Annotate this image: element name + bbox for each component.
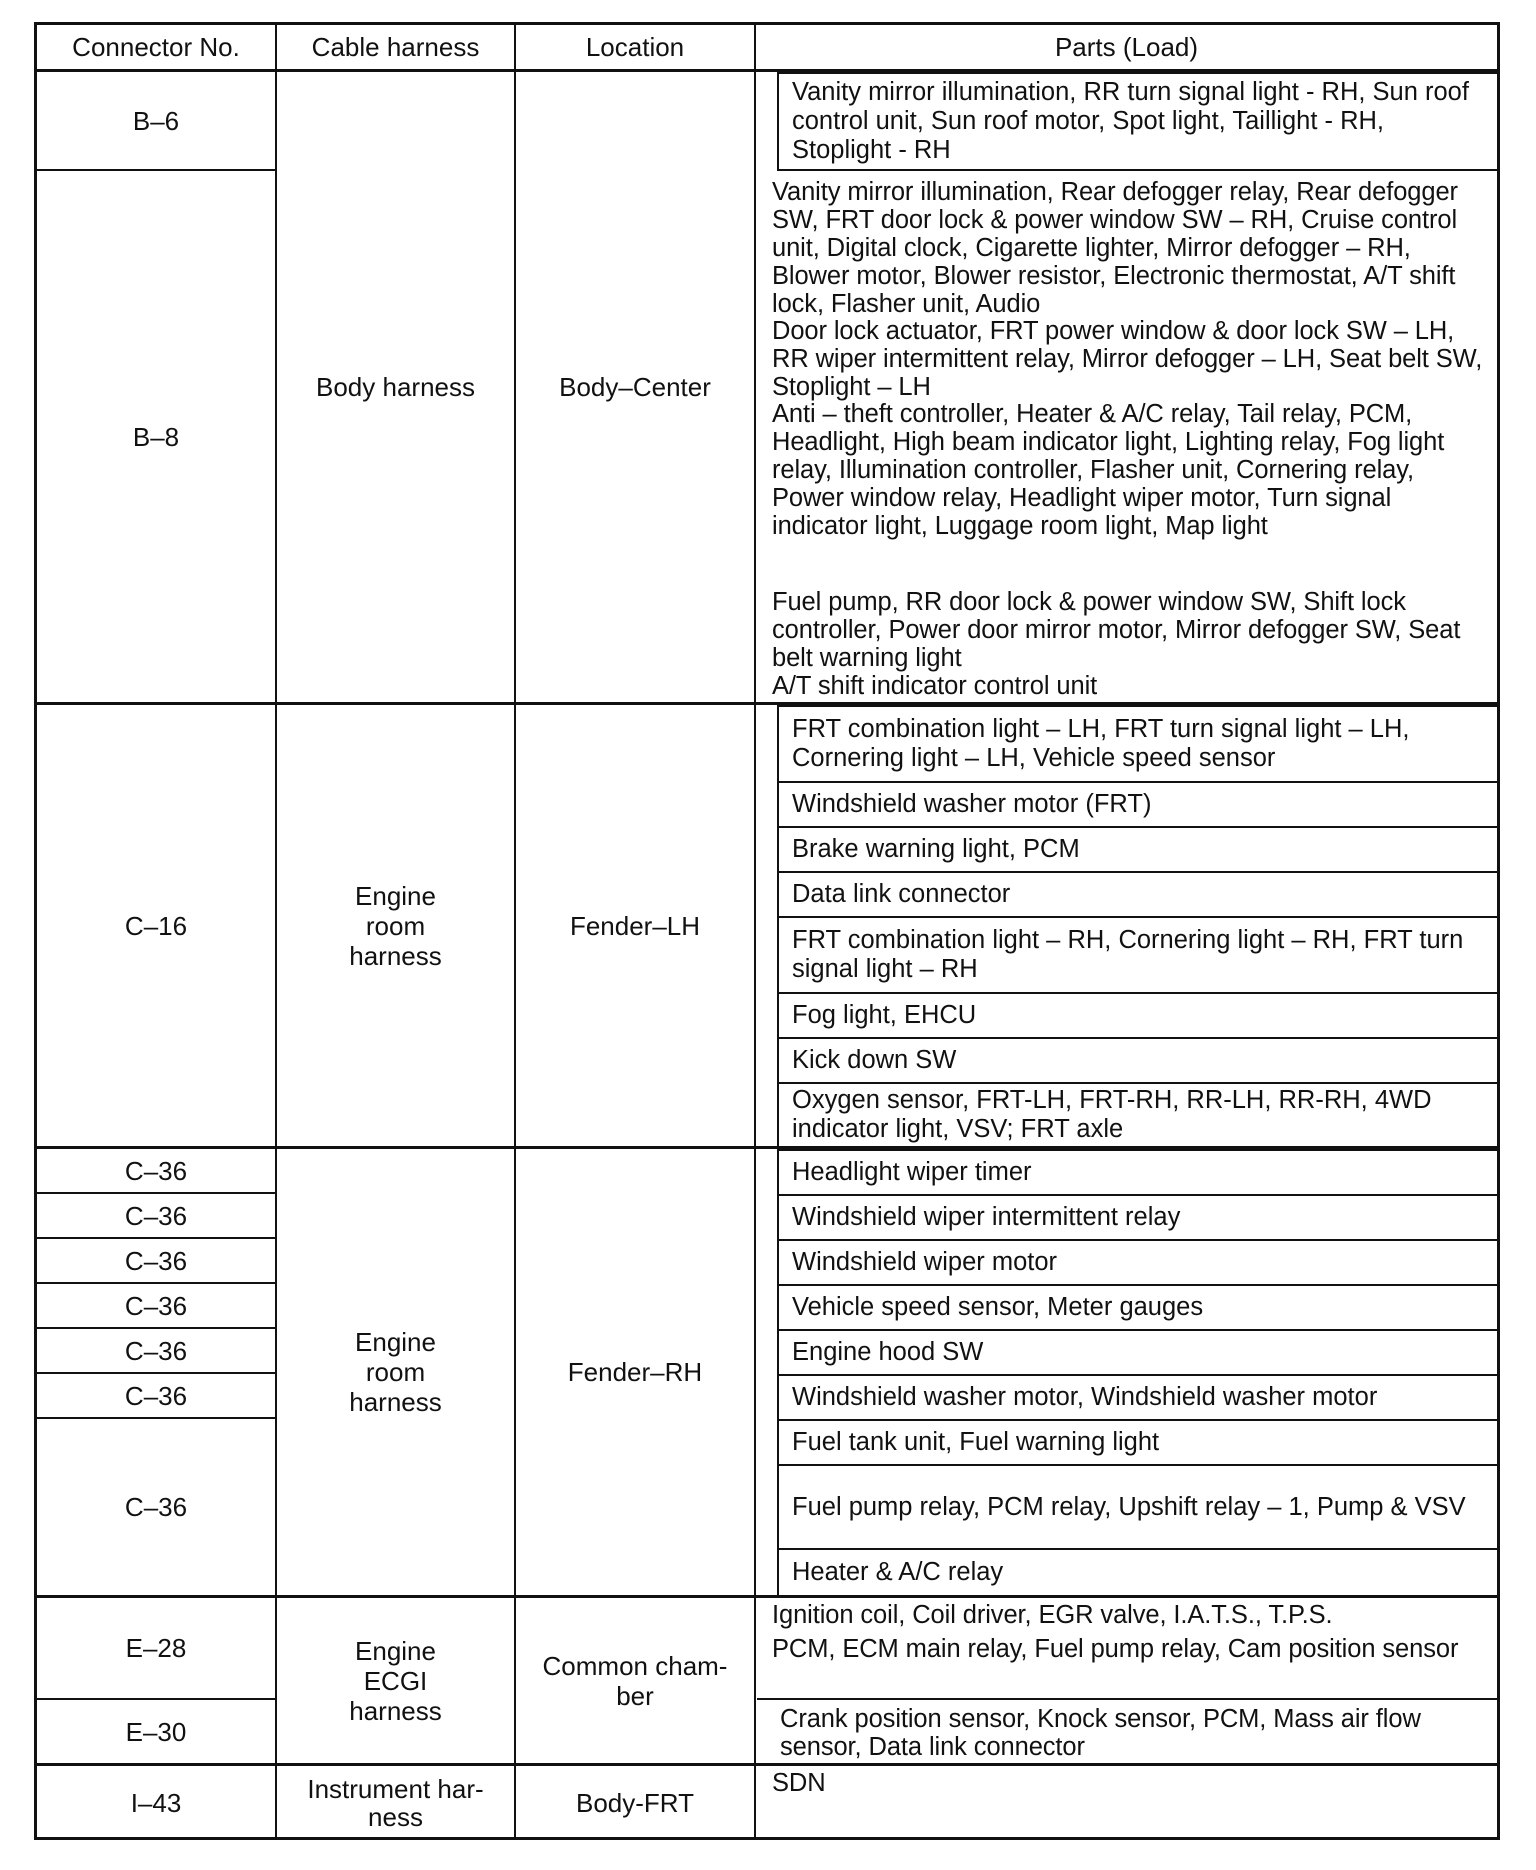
header-parts: Parts (Load) (1054, 31, 1199, 62)
parts-b8-1: Vanity mirror illumination, Rear defogger relay, Rear defogger SW, FRT door lock & power window SW – RH, Cruise control unit, Digital clock, Cigarette lighter, Mirror defogger – RH, Blower motor, Blower resistor, Electronic thermostat, A/T shift lock, Flasher unit, Audio (772, 178, 1458, 318)
harness-instrument: Instrument har-ness (307, 1774, 484, 1832)
parts-c16-8: Oxygen sensor, FRT-LH, FRT-RH, RR-LH, RR-RH, 4WD indicator light, VSV; FRT axle (777, 1082, 1497, 1146)
connector-c36: C–36 (124, 1492, 188, 1522)
connector-i43: I–43 (130, 1788, 182, 1818)
connector-e30: E–30 (125, 1716, 187, 1747)
connector-c36: C–36 (124, 1245, 188, 1276)
column-divider (754, 25, 756, 1837)
parts-c16-7: Kick down SW (777, 1037, 1497, 1084)
parts-c36-3: Windshield wiper motor (777, 1239, 1497, 1286)
parts-c36-1: Headlight wiper timer (777, 1149, 1497, 1196)
location-body-center: Body–Center (559, 372, 711, 402)
location-common-chamber: Common cham-ber (542, 1650, 728, 1711)
header-location: Location (585, 31, 685, 62)
parts-b8-5: A/T shift indicator control unit (772, 672, 1098, 700)
parts-b6: Vanity mirror illumination, RR turn signal light - RH, Sun roof control unit, Sun roof motor, Spot light, Taillight - RH, Stoplight - RH (777, 72, 1497, 171)
row-rule (757, 1698, 1497, 1700)
connector-c16: C–16 (124, 910, 188, 941)
parts-c36-2: Windshield wiper intermittent relay (777, 1194, 1497, 1241)
parts-b8-2: Door lock actuator, FRT power window & door lock SW – LH, RR wiper intermittent relay, Mirror defogger – LH, Seat belt SW, Stoplight – LH (772, 317, 1483, 401)
location-body-frt: Body-FRT (576, 1788, 694, 1818)
location-fender-lh: Fender–LH (569, 910, 701, 941)
parts-c16-6: Fog light, EHCU (777, 992, 1497, 1039)
connector-c36: C–36 (124, 1380, 188, 1411)
parts-e28-2: PCM, ECM main relay, Fuel pump relay, Cam position sensor (772, 1635, 1459, 1663)
parts-c36-9: Heater & A/C relay (777, 1548, 1497, 1595)
parts-c36-8: Fuel pump relay, PCM relay, Upshift relay – 1, Pump & VSV (777, 1464, 1497, 1550)
connector-c36: C–36 (124, 1335, 188, 1366)
connector-c36: C–36 (124, 1155, 188, 1186)
parts-e30: Crank position sensor, Knock sensor, PCM, Mass air flow sensor, Data link connector (780, 1705, 1421, 1761)
parts-c36-4: Vehicle speed sensor, Meter gauges (777, 1284, 1497, 1331)
harness-engine-room-lh: Engine room harness (349, 880, 442, 971)
connector-table (34, 22, 1500, 1840)
parts-i43: SDN (772, 1769, 826, 1797)
header-connector: Connector No. (72, 31, 240, 62)
connector-c36: C–36 (124, 1290, 188, 1321)
parts-c36-6: Windshield washer motor, Windshield washer motor (777, 1374, 1497, 1421)
harness-engine-room-rh: Engine room harness (349, 1327, 442, 1417)
parts-c16-3: Brake warning light, PCM (777, 826, 1497, 873)
connector-c36: C–36 (124, 1200, 188, 1231)
parts-c16-4: Data link connector (777, 871, 1497, 918)
harness-engine-ecgi: Engine ECGI harness (349, 1635, 442, 1726)
parts-c16-2: Windshield washer motor (FRT) (777, 781, 1497, 828)
parts-b8-4: Fuel pump, RR door lock & power window SW, Shift lock controller, Power door mirror motor, Mirror defogger SW, Seat belt warning light (772, 588, 1461, 672)
parts-c16-1: FRT combination light – LH, FRT turn signal light – LH, Cornering light – LH, Vehicle speed sensor (777, 705, 1497, 783)
parts-c16-5: FRT combination light – RH, Cornering light – RH, FRT turn signal light – RH (777, 916, 1497, 994)
harness-body: Body harness (316, 372, 475, 402)
parts-c36-7: Fuel tank unit, Fuel warning light (777, 1419, 1497, 1466)
connector-e28: E–28 (125, 1633, 187, 1663)
parts-e28-1: Ignition coil, Coil driver, EGR valve, I.A.T.S., T.P.S. (772, 1601, 1333, 1629)
parts-b8-3: Anti – theft controller, Heater & A/C relay, Tail relay, PCM, Headlight, High beam indicator light, Lighting relay, Fog light relay, Illumination controller, Flasher unit, Cornering relay, Power window relay, Headlight wiper motor, Turn signal indicator light, Luggage room light, Map light (772, 400, 1445, 540)
parts-c36-5: Engine hood SW (777, 1329, 1497, 1376)
connector-b6: B–6 (132, 105, 180, 136)
header-harness: Cable harness (311, 31, 480, 62)
location-fender-rh: Fender–RH (567, 1357, 703, 1387)
connector-b8: B–8 (132, 421, 180, 452)
